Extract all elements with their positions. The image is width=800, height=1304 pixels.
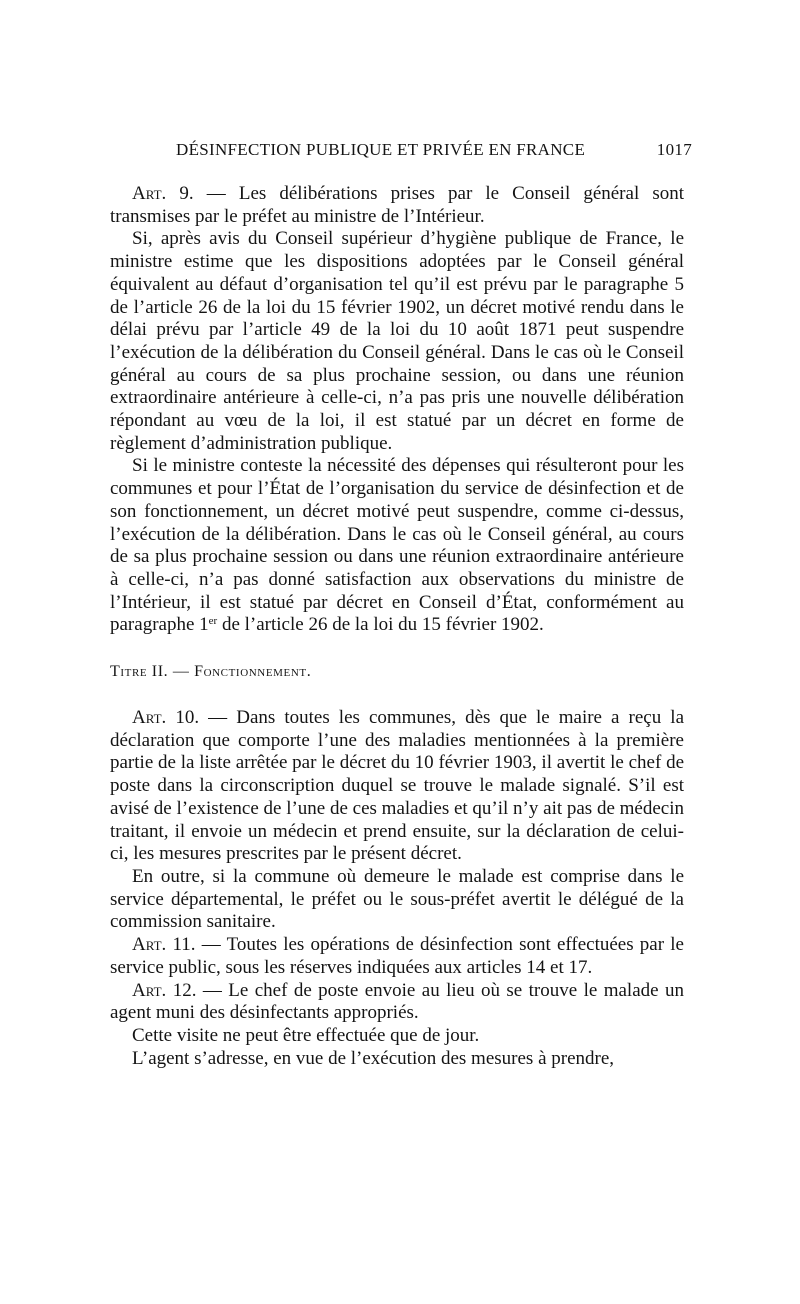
paragraph-text: Si, après avis du Conseil supérieur d’hygiène publique de France, le ministre estime que les dispositions adoptées par le Conseil général équivalent au défaut d’organisation tel qu’il est prévu par le paragraphe 5 de l’article 26 de la loi du 15 février 1902, un décret motivé rendu dans le délai prévu par l’article 49 de la loi du 10 août 1871 peut suspendre l’exécution de la délibération du Conseil général. Dans le cas où le Conseil général au cours de sa plus prochaine session, ou dans une réunion extraordinaire antérieure à celle-ci, n’a pas pris une nouvelle délibération répondant au vœu de la loi, il est statué par un décret en forme de règlement d’administration publique. — [110, 228, 684, 454]
page-number: 1017 — [656, 140, 692, 159]
paragraph-text: — Le chef de poste envoie au lieu où se trouve le malade un agent muni des désinfectants appropriés. — [110, 979, 684, 1024]
article-label: Art. 12. — [132, 979, 197, 1001]
paragraph-text: En outre, si la commune où demeure le malade est comprise dans le service départemental, le préfet ou le sous-préfet avertit le délégué de la commission sanitaire. — [110, 865, 684, 933]
paragraph-text: Cette visite ne peut être effectuée que de jour. — [132, 1024, 480, 1046]
paragraph-article-10 — [110, 707, 684, 866]
paragraph-text: L’agent s’adresse, en vue de l’exécution des mesures à prendre, — [132, 1047, 615, 1069]
text-block-1 — [110, 183, 684, 637]
article-label: Art. 11. — [132, 934, 196, 956]
paragraph-article-12 — [110, 980, 684, 1025]
paragraph-text: — Les délibérations prises par le Conseil général sont transmises par le préfet au ministre de l’Intérieur. — [110, 183, 684, 227]
section-name: Fonctionnement. — [194, 663, 312, 681]
paragraph — [110, 1048, 684, 1071]
paragraph — [110, 228, 684, 455]
article-label: Art. 10. — [132, 707, 200, 729]
article-label: Art. 9. — [132, 183, 194, 204]
section-label: Titre II. — [110, 663, 169, 681]
paragraph-text: de l’article 26 de la loi du 15 février 1902. — [217, 614, 544, 636]
paragraph-article-11 — [110, 934, 684, 979]
section-heading — [110, 661, 684, 683]
body-text — [110, 183, 684, 1070]
text-block-2 — [110, 707, 684, 1070]
superscript: er — [208, 615, 218, 628]
document-page — [110, 140, 692, 1070]
paragraph-text: Si le ministre conteste la nécessité des dépenses qui résulteront pour les communes et pour l’État de l’organisation du service de désinfection et de son fonctionnement, un décret motivé peut suspendre, comme ci-dessus, l’exécution de la délibération. Dans le cas où le Conseil général, au cours de sa plus prochaine session ou dans une réunion extraordinaire antérieure à celle-ci, n’a pas donné satisfaction aux observations du ministre de l’Intérieur, il est statué par décret en Conseil d’État, conformément au paragraphe 1 — [110, 455, 684, 636]
paragraph-article-9 — [110, 183, 684, 228]
running-title: DÉSINFECTION PUBLIQUE ET PRIVÉE EN FRANCE — [176, 140, 586, 159]
paragraph — [110, 866, 684, 934]
paragraph — [110, 455, 684, 637]
section-dash: — — [168, 663, 195, 681]
running-header — [176, 140, 692, 170]
paragraph — [110, 1025, 684, 1048]
paragraph-text: — Dans toutes les communes, dès que le maire a reçu la déclaration que comporte l’une des maladies mentionnées à la première partie de la liste arrêtée par le décret du 10 février 1903, il avertit le chef de poste dans la circonscription duquel se trouve le malade signalé. S’il est avisé de l’existence de l’une de ces maladies et qu’il n’y ait pas de médecin traitant, il envoie un médecin et prend ensuite, sur la déclaration de celui-ci, les mesures prescrites par le présent décret. — [110, 707, 685, 865]
paragraph-text: — Toutes les opérations de désinfection sont effectuées par le service public, sous les réserves indiquées aux articles 14 et 17. — [110, 934, 684, 978]
